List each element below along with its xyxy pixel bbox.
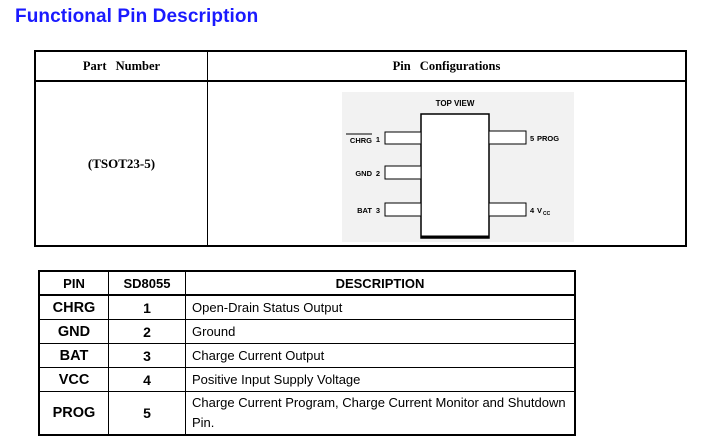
table-row <box>39 392 575 436</box>
pin-number: 4 <box>109 368 186 392</box>
pin-2-number: 2 <box>375 169 380 178</box>
column-divider <box>207 52 208 245</box>
pinout-diagram <box>342 92 574 242</box>
table-row <box>39 344 575 368</box>
top-view-label: TOP VIEW <box>435 99 475 108</box>
pin-number: 2 <box>109 320 186 344</box>
pin-name: CHRG <box>39 295 109 320</box>
pin-number: 5 <box>109 392 186 436</box>
pin-number: 3 <box>109 344 186 368</box>
pin-3-number: 3 <box>375 206 380 215</box>
pin-4-name: V <box>537 206 543 215</box>
pin-3-lead <box>385 203 421 216</box>
pin-description: Ground <box>186 320 576 344</box>
pin-4-number: 4 <box>530 206 535 215</box>
pin-description: Open-Drain Status Output <box>186 295 576 320</box>
pin-name: VCC <box>39 368 109 392</box>
page-heading: Functional Pin Description <box>15 6 259 27</box>
pin-5-number: 5 <box>530 134 535 143</box>
header-pin-configurations: Pin Configurations <box>392 59 501 73</box>
pin-1-number: 1 <box>375 135 380 144</box>
header-description: DESCRIPTION <box>186 271 576 295</box>
pin-5-lead <box>489 131 526 144</box>
pin-2-name: GND <box>355 169 372 178</box>
pin-4-subscript: CC <box>543 211 551 217</box>
pin-3-name: BAT <box>357 206 372 215</box>
pin-name: BAT <box>39 344 109 368</box>
package-name: (TSOT23-5) <box>87 156 156 171</box>
pin-4-lead <box>489 203 526 216</box>
header-pin: PIN <box>39 271 109 295</box>
pin-name: GND <box>39 320 109 344</box>
header-part-number: Part Number <box>82 59 161 73</box>
pin-1-lead <box>385 132 421 144</box>
pin-name: PROG <box>39 392 109 436</box>
pin-1-name: CHRG <box>349 136 372 145</box>
pin-number: 1 <box>109 295 186 320</box>
table-header-row <box>39 271 575 295</box>
header-part: SD8055 <box>109 271 186 295</box>
table-row <box>39 295 575 320</box>
pin-description: Positive Input Supply Voltage <box>186 368 576 392</box>
table-row <box>39 320 575 344</box>
pin-2-lead <box>385 166 421 179</box>
chip-body <box>421 114 489 238</box>
pin-5-name: PROG <box>537 134 560 143</box>
pin-description-table <box>38 270 576 436</box>
table-row <box>39 368 575 392</box>
pin-description: Charge Current Program, Charge Current Monitor and Shutdown Pin. <box>186 392 576 436</box>
pin-description: Charge Current Output <box>186 344 576 368</box>
